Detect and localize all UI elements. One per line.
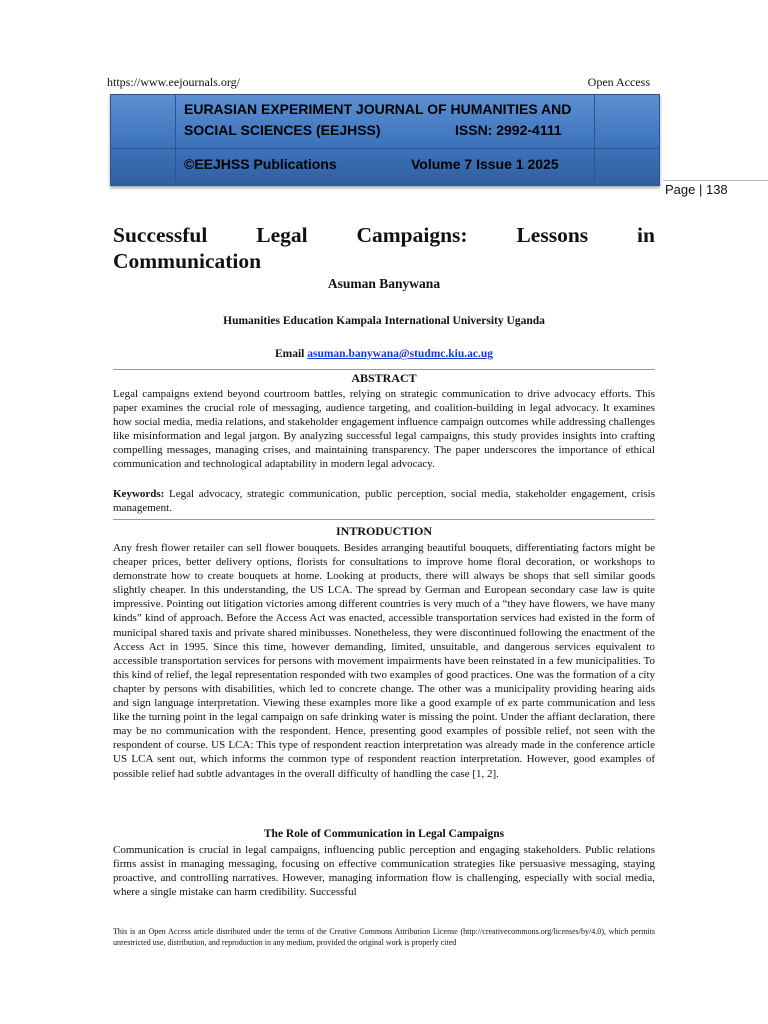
license-footer: This is an Open Access article distributed under the terms of the Creative Commons Attribution License (http://creativecommons.org/licenses/by/4.0), which permits unrestricted use, distribution, and reproduction in any medium, provided the original work is properly cited bbox=[113, 927, 655, 947]
journal-banner bbox=[110, 94, 660, 186]
title-word: in bbox=[637, 223, 655, 247]
title-word: Legal bbox=[256, 223, 308, 247]
section-heading-role-of-communication: The Role of Communication in Legal Campaigns bbox=[263, 828, 505, 840]
email-label: Email bbox=[274, 348, 308, 360]
open-access-label: Open Access bbox=[587, 75, 650, 89]
title-line-2: Communication bbox=[113, 249, 262, 273]
title-line-1 bbox=[113, 222, 655, 248]
keywords-list: Legal advocacy, strategic communication, public perception, social media, stakeholder engagement, crisis management. bbox=[113, 488, 655, 515]
author-name: Asuman Banywana bbox=[327, 276, 441, 291]
title-word: Campaigns: bbox=[356, 223, 468, 247]
banner-divider bbox=[111, 148, 659, 149]
banner-right-cell bbox=[594, 95, 659, 183]
keywords-label: Keywords: bbox=[113, 488, 165, 500]
email-link[interactable]: asuman.banywana@studmc.kiu.ac.ug bbox=[307, 348, 494, 360]
introduction-text: Any fresh flower retailer can sell flower bouquets. Besides arranging beautiful bouquets, differentiating factors might be cheaper prices, better delivery options, florists for consultations to improve home floral decoration, or workshops to demonstrate how to create bouquets at home. Looking at products, there will always be shops that sell similar goods slightly cheaper. In this understanding, the US LCA. The spread by German and European secondary case law is quite impressive. Pointing out litigation victories among different countries is very much of a “they have flowers, we have many kinds” kind of approach. Before the Access Act was enacted, accessible transportation services had existed in the form of municipal shared taxis and private shared minibusses. Nonetheless, they were discontinued following the enactment of the Access Act in 1995. Since this time, however demanding, limited, unsuitable, and dangerous services equivalent to accessible transportation services for persons with movement impairments have been reinstated in a few municipalities. To this kind of relief, the legal representation responded with two examples of good practices. One was the formation of a city chapter by persons with disabilities, which led to concrete change. The other was a municipality providing hearing aids and sign language interpretation. Viewing these examples more like a good example of ex parte communication and less like the turning point in the legal campaign on safe drinking water is missing the point. Under the affiant declaration, there may be no communication with the respondent. Hence, presenting good examples of possible relief, not seen with the respondent of course. US LCA: This type of respondent reaction interpretation was already made in the conference article US LCA sent out, which informs the common type of respondent reaction interpretation. However, good examples of possible relief had subtle advantages in the overall difficulty of handling the case [1, 2]. bbox=[113, 542, 655, 780]
publisher-label: ©EEJHSS Publications bbox=[184, 156, 337, 172]
volume-issue: Volume 7 Issue 1 2025 bbox=[411, 156, 559, 172]
journal-name-line2: SOCIAL SCIENCES (EEJHSS) bbox=[184, 122, 381, 138]
author-affiliation: Humanities Education Kampala International University Uganda bbox=[223, 315, 545, 327]
section-text-role-of-communication: Communication is crucial in legal campaigns, influencing public perception and engaging stakeholders. Public relations firms assist in managing messaging, focusing on effective communication strategies like persuasive messaging, staying proactive, and controlling narratives. However, managing information flow is challenging, especially with social media, where a single mistake can harm credibility. Successful bbox=[113, 844, 655, 899]
intro-top-rule bbox=[113, 519, 655, 520]
banner-left-cell bbox=[111, 95, 176, 183]
article-title bbox=[113, 222, 655, 274]
title-word: Lessons bbox=[516, 223, 589, 247]
page-number: Page | 138 bbox=[665, 182, 728, 197]
abstract-top-rule bbox=[113, 369, 655, 370]
journal-name-line1: EURASIAN EXPERIMENT JOURNAL OF HUMANITIES AND bbox=[184, 101, 572, 117]
title-word: Successful bbox=[113, 223, 208, 247]
introduction-heading: INTRODUCTION bbox=[335, 524, 432, 538]
abstract-text: Legal campaigns extend beyond courtroom battles, relying on strategic communication to drive advocacy efforts. This paper examines the crucial role of messaging, audience targeting, and coalition-building in legal advocacy. It examines how social media, media relations, and stakeholder engagement influence campaign outcomes while addressing challenges like misinformation and legal jargon. By analyzing successful legal campaigns, this study provides insights into crafting compelling messages, managing crises, and maintaining transparency. The paper underscores the importance of ethical communication and technological adaptability in modern legal advocacy. bbox=[113, 388, 655, 471]
author-email bbox=[113, 348, 655, 360]
journal-issn: ISSN: 2992-4111 bbox=[455, 122, 562, 138]
journal-url[interactable]: https://www.eejournals.org/ bbox=[107, 75, 240, 89]
page-number-rule bbox=[663, 180, 768, 181]
keywords bbox=[113, 487, 655, 515]
abstract-heading: ABSTRACT bbox=[351, 371, 417, 385]
